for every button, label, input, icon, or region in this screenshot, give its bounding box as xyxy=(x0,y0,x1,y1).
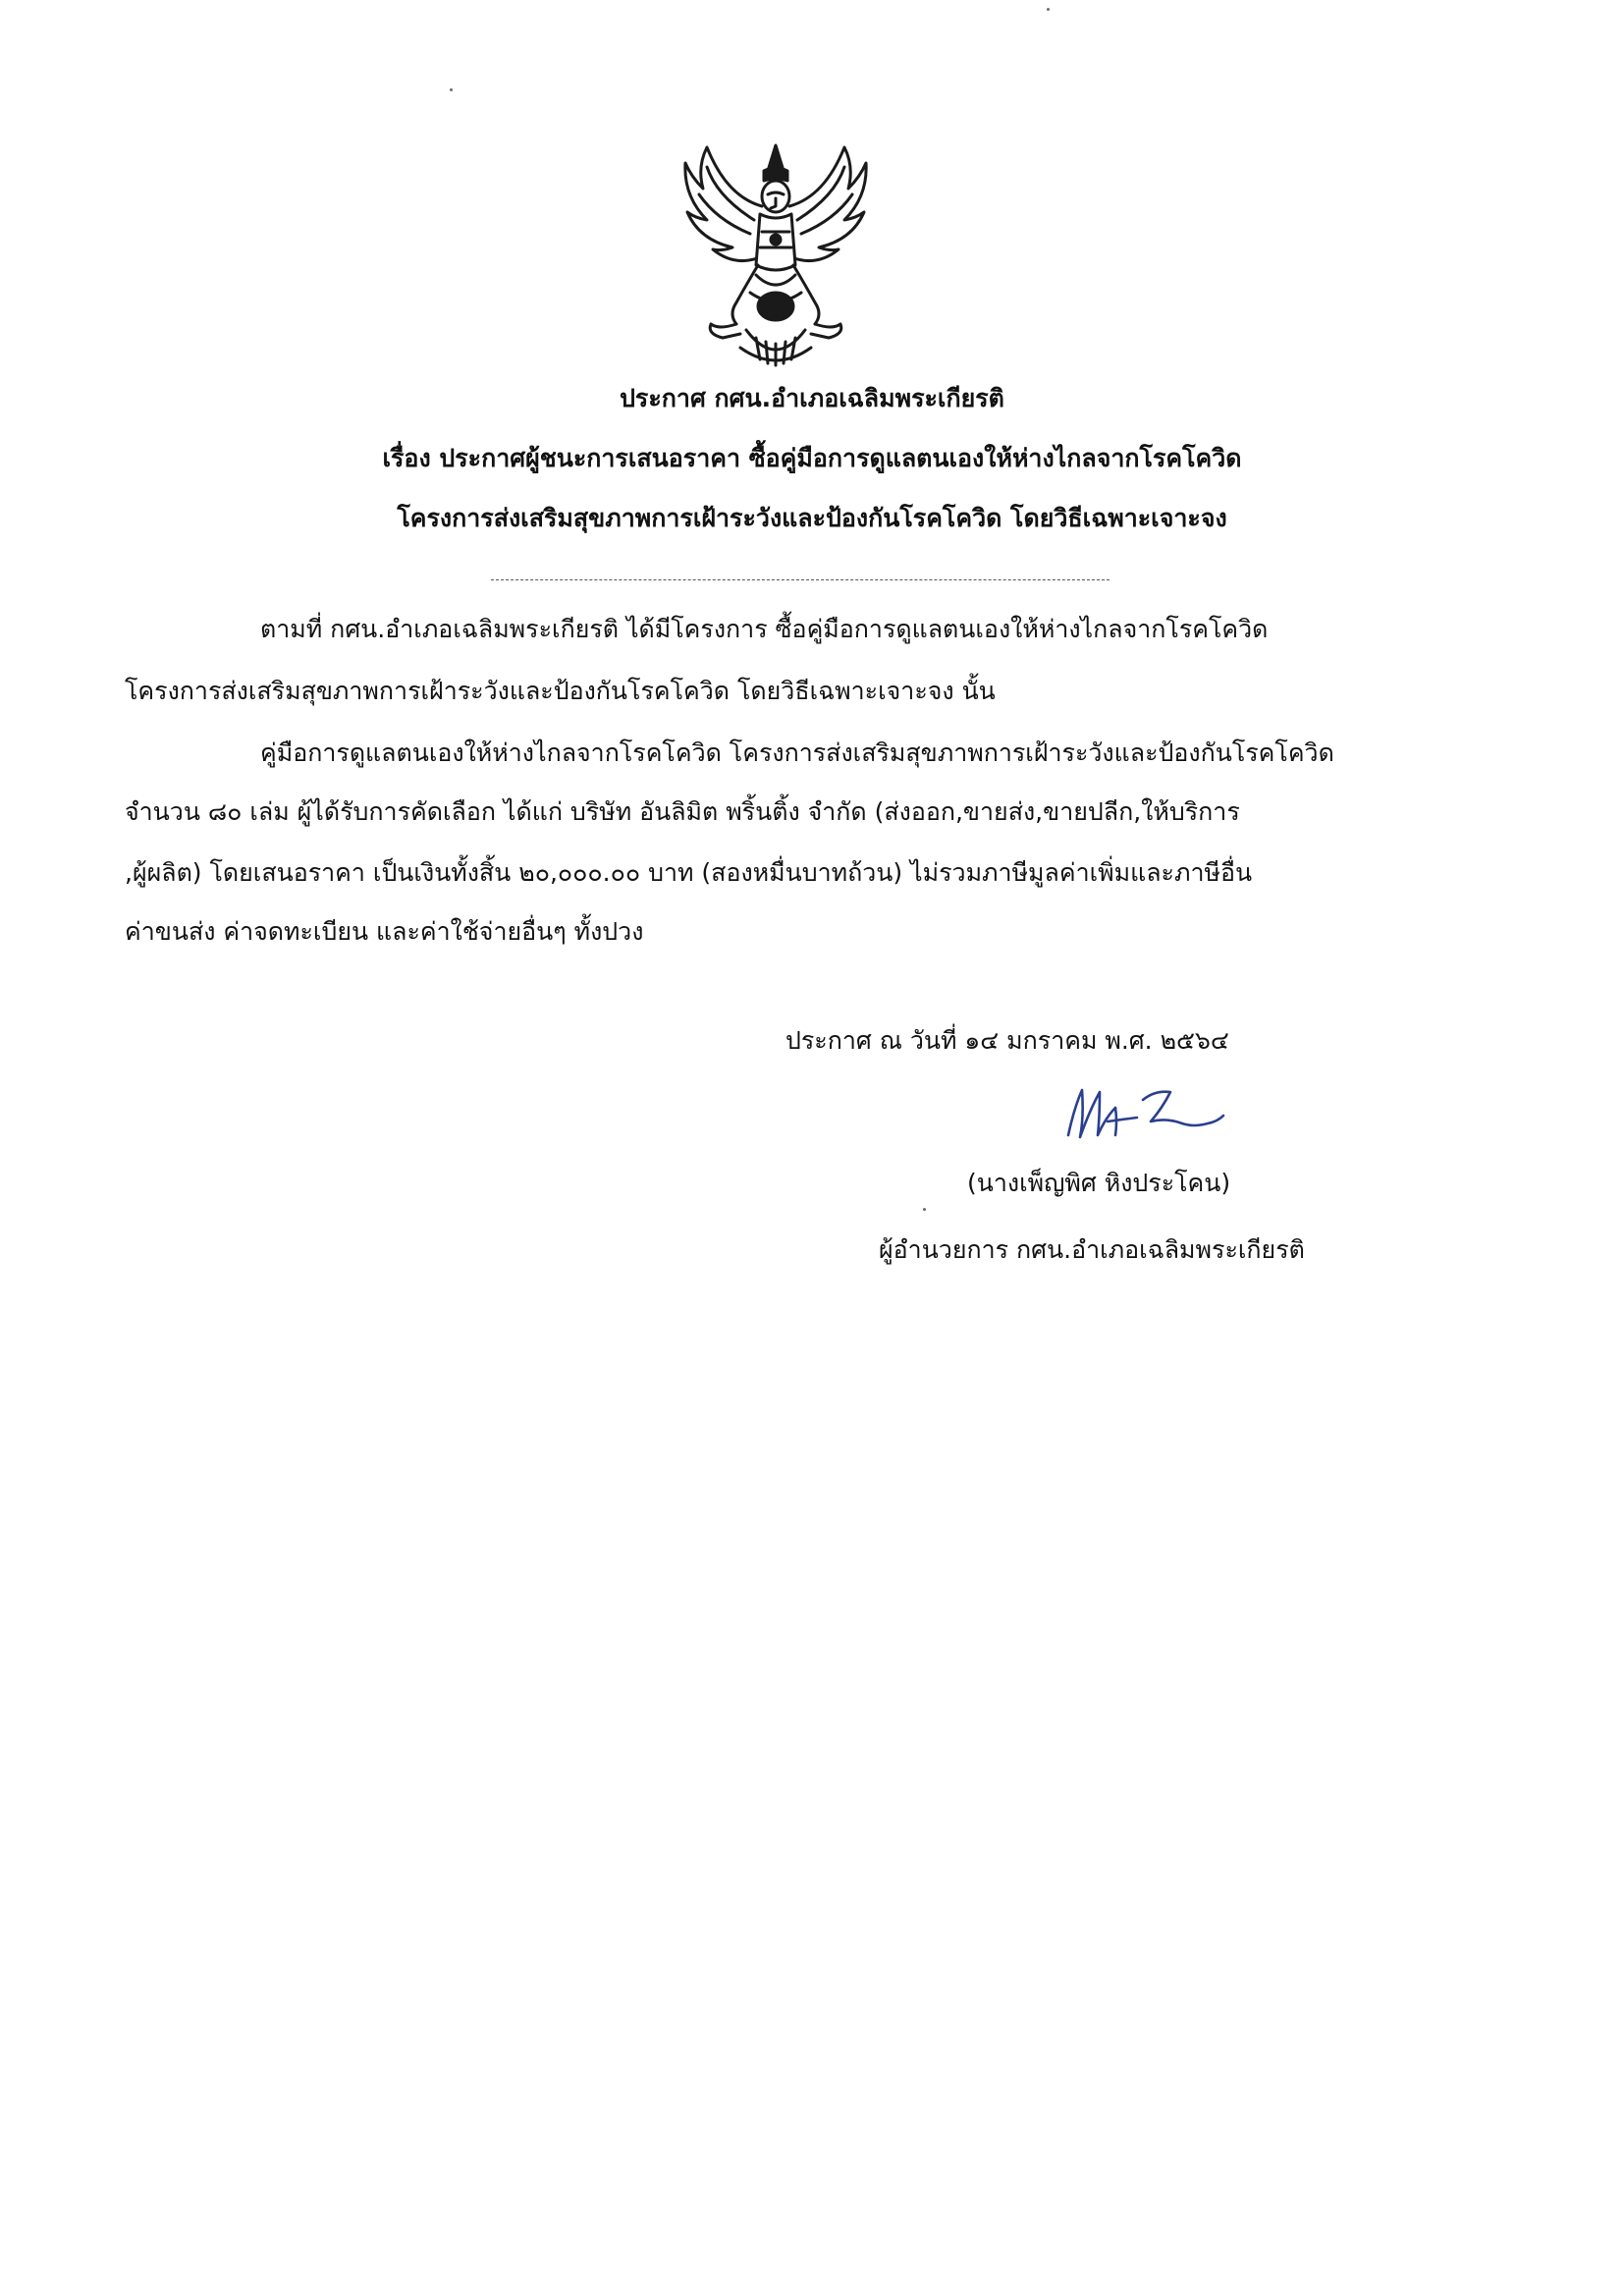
announcement-date: ประกาศ ณ วันที่ ๑๔ มกราคม พ.ศ. ๒๕๖๔ xyxy=(785,1026,1229,1055)
scan-speck xyxy=(923,1208,926,1211)
paragraph-2-line-2: จำนวน ๘๐ เล่ม ผู้ได้รับการคัดเลือก ได้แก่ บริษัท อันลิมิต พริ้นติ้ง จำกัด (ส่งออก,ขายส่ง,ขายปลีก,ให้บริการ xyxy=(125,797,1240,826)
announcement-title: ประกาศ กศน.อำเภอเฉลิมพระเกียรติ xyxy=(620,384,1004,412)
signer-name: (นางเพ็ญพิศ หิงประโคน) xyxy=(967,1169,1231,1197)
paragraph-1-line-1: ตามที่ กศน.อำเภอเฉลิมพระเกียรติ ได้มีโครงการ ซื้อคู่มือการดูแลตนเองให้ห่างไกลจากโรคโควิด xyxy=(260,615,1269,643)
paragraph-2-line-4: ค่าขนส่ง ค่าจดทะเบียน และค่าใช้จ่ายอื่นๆ ทั้งปวง xyxy=(125,917,644,946)
header-divider xyxy=(491,579,1110,580)
paragraph-2-line-3: ,ผู้ผลิต) โดยเสนอราคา เป็นเงินทั้งสิ้น ๒๐,๐๐๐.๐๐ บาท (สองหมื่นบาทถ้วน) ไม่รวมภาษีมูลค่าเพิ่มและภาษีอื่น xyxy=(125,858,1253,887)
announcement-subject: เรื่อง ประกาศผู้ชนะการเสนอราคา ซื้อคู่มือการดูแลตนเองให้ห่างไกลจากโรคโควิด xyxy=(382,444,1242,472)
signer-position: ผู้อำนวยการ กศน.อำเภอเฉลิมพระเกียรติ xyxy=(879,1235,1305,1264)
paragraph-1-line-2: โครงการส่งเสริมสุขภาพการเฝ้าระวังและป้องกันโรคโควิด โดยวิธีเฉพาะเจาะจง นั้น xyxy=(125,677,996,705)
paragraph-2-line-1: คู่มือการดูแลตนเองให้ห่างไกลจากโรคโควิด โครงการส่งเสริมสุขภาพการเฝ้าระวังและป้องกันโรคโควิด xyxy=(260,738,1334,767)
scan-speck xyxy=(450,88,453,91)
announcement-project: โครงการส่งเสริมสุขภาพการเฝ้าระวังและป้องกันโรคโควิด โดยวิธีเฉพาะเจาะจง xyxy=(397,504,1227,532)
handwritten-signature xyxy=(1060,1078,1227,1149)
scan-speck xyxy=(1047,8,1050,11)
garuda-emblem-icon xyxy=(677,137,874,373)
